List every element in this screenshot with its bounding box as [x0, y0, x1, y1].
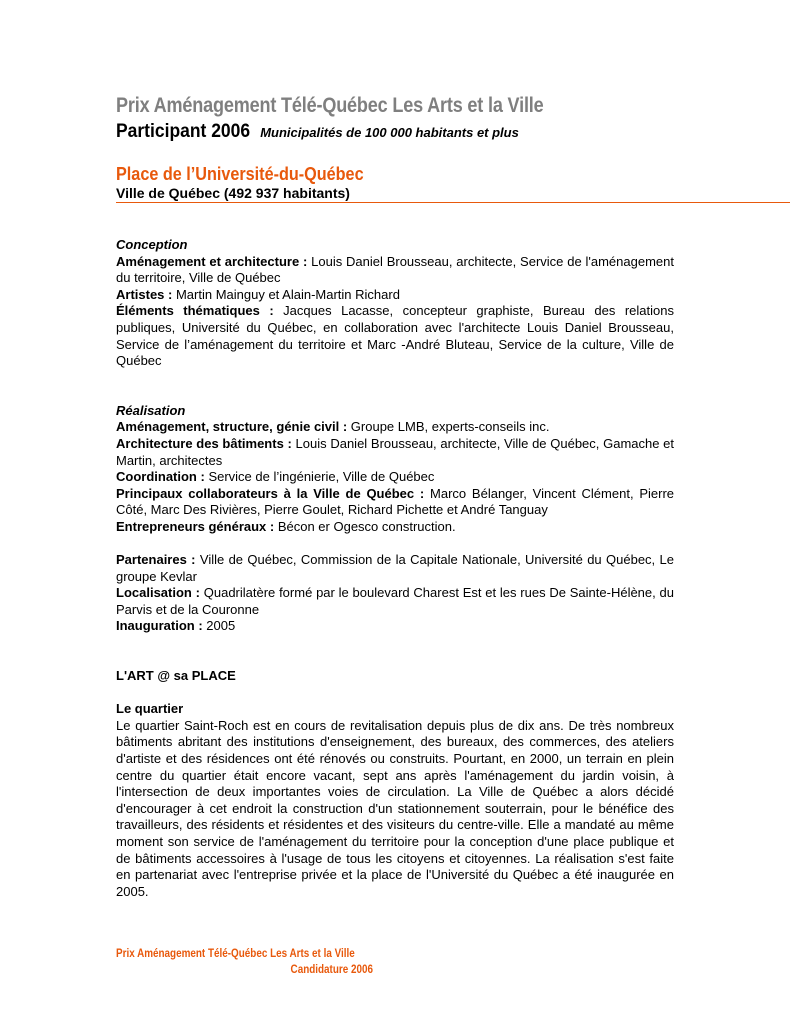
item-text: Groupe LMB, experts-conseils inc.	[347, 419, 550, 435]
participant-line	[116, 121, 519, 143]
project-name: Place de l’Université-du-Québec	[116, 164, 364, 184]
item-text: Louis Daniel Brousseau, architecte, Service de l'aménagement du territoire, Ville de Québec	[116, 253, 674, 286]
item-label: Partenaires :	[116, 552, 196, 568]
item-label: Artistes :	[116, 286, 173, 302]
section-divider	[116, 202, 790, 203]
realisation-heading: Réalisation	[116, 402, 186, 418]
spacer	[116, 536, 674, 553]
conception-item	[116, 287, 674, 304]
spacer	[116, 685, 674, 702]
spacer	[116, 370, 674, 403]
realisation-item	[116, 436, 674, 469]
item-label: Inauguration :	[116, 618, 203, 634]
conception-heading: Conception	[116, 237, 188, 252]
detail-item	[116, 585, 674, 618]
realisation-item	[116, 519, 674, 536]
participant-year: Participant 2006	[116, 121, 251, 142]
item-text: 2005	[202, 618, 236, 634]
document-body	[116, 237, 674, 900]
item-label: Architecture des bâtiments :	[116, 435, 292, 451]
item-label: Localisation :	[116, 585, 200, 601]
item-label: Aménagement, structure, génie civil :	[116, 419, 348, 435]
detail-item	[116, 552, 674, 585]
art-heading: L'ART @ sa PLACE	[116, 668, 236, 684]
spacer	[116, 635, 674, 668]
item-label: Éléments thématiques :	[116, 303, 274, 319]
quartier-paragraph: Le quartier Saint-Roch est en cours de revitalisation depuis plus de dix ans. De très nombreux bâtiments abritant des institutions d'enseignement, des bureaux, des commerces, des ateliers d'artiste et des résidences ont été rénovés ou construits. Pourtant, en 2000, un terrain en plein centre du quartier était encore vacant, sept ans après l'aménagement du jardin voisin, à l'intersection de deux importantes voies de circulation. La Ville de Québec a alors décidé d'encourager à cet endroit la construction d'un stationnement souterrain, pour le bénéfice des travailleurs, des résidents et résidentes et des visiteurs du centre-ville. Elle a mandaté au même moment son service de l'aménagement du territoire pour la conception d'une place publique et de bâtiments accessoires à l'usage de tous les citoyens et citoyennes. La réalisation s'est faite en partenariat avec l'entreprise privée et la place de l'Université du Québec a été inaugurée en 2005.	[116, 717, 674, 899]
item-text: Ville de Québec, Commission de la Capitale Nationale, Université du Québec, Le groupe Kevlar	[116, 552, 674, 584]
realisation-item	[116, 486, 674, 519]
quartier-heading: Le quartier	[116, 701, 184, 717]
conception-item	[116, 254, 674, 287]
document-title: Prix Aménagement Télé-Québec Les Arts et la Ville	[116, 94, 544, 117]
realisation-item	[116, 419, 674, 436]
item-text: Jacques Lacasse, concepteur graphiste, Bureau des relations publiques, Université du Québec, en collaboration avec l'architecte Louis Daniel Brousseau, Service de l’aménagement du territoire et Marc -André Bluteau, Service de la culture, Ville de Québec	[116, 303, 674, 369]
page-footer	[116, 946, 373, 978]
footer-line-2: Candidature 2006	[290, 964, 373, 976]
realisation-item	[116, 469, 674, 486]
item-text: Martin Mainguy et Alain-Martin Richard	[172, 286, 400, 302]
conception-item	[116, 303, 674, 369]
participant-category: Municipalités de 100 000 habitants et plus	[260, 125, 519, 140]
item-label: Coordination :	[116, 469, 205, 485]
item-text: Bécon er Ogesco construction.	[274, 518, 456, 534]
item-label: Entrepreneurs généraux :	[116, 518, 275, 534]
item-text: Quadrilatère formé par le boulevard Charest Est et les rues De Sainte-Hélène, du Parvis et de la Couronne	[116, 585, 674, 617]
footer-line-1: Prix Aménagement Télé-Québec Les Arts et la Ville	[116, 948, 355, 960]
item-text: Service de l’ingénierie, Ville de Québec	[204, 469, 435, 485]
item-text: Louis Daniel Brousseau, architecte, Ville de Québec, Gamache et Martin, architectes	[116, 435, 675, 468]
detail-item	[116, 618, 674, 635]
item-label: Aménagement et architecture :	[116, 253, 308, 269]
project-city: Ville de Québec (492 937 habitants)	[116, 185, 350, 201]
item-text: Marco Bélanger, Vincent Clément, Pierre Côté, Marc Des Rivières, Pierre Goulet, Richard Pichette et André Tanguay	[116, 485, 675, 518]
item-label: Principaux collaborateurs à la Ville de Québec :	[116, 485, 425, 501]
